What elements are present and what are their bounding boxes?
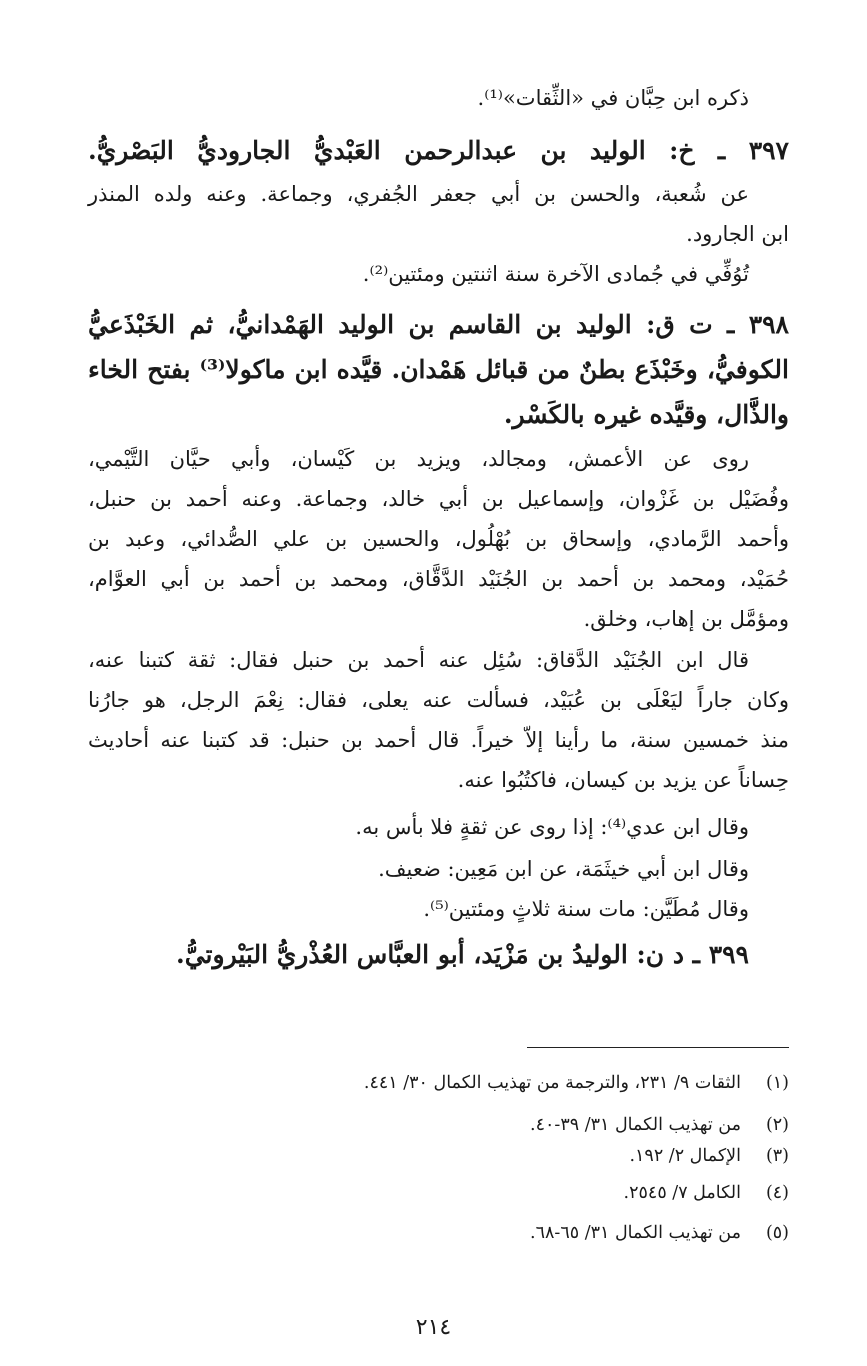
text-line: وأحمد الرَّمادي، وإسحاق بن بُهْلُول، والحسين بن علي الصُّدائي، وعبد بن xyxy=(88,527,789,551)
footnote-text: الثقات ٩/ ٢٣١، والترجمة من تهذيب الكمال ٣٠/ ٤٤١. xyxy=(363,1073,741,1093)
text-line: روى عن الأعمش، ومجالد، ويزيد بن كَيْسان، وأبي حيَّان التَّيْمي، xyxy=(88,447,749,471)
text-line: عن شُعبة، والحسن بن أبي جعفر الجُفري، وجماعة. وعنه ولده المنذر xyxy=(88,182,749,206)
text-line: منذ خمسين سنة، ما رأينا إلاّ خيراً. قال أحمد بن حنبل: قد كتبنا عنه أحاديث xyxy=(88,728,789,752)
footnote-divider xyxy=(527,1047,789,1048)
footnote-number: (٢) xyxy=(765,1115,789,1135)
text-line: حِساناً عن يزيد بن كيسان، فاكتُبُوا عنه. xyxy=(457,768,789,792)
text-line: ابن الجارود. xyxy=(686,222,789,246)
text-line: تُوُفِّي في جُمادى الآخرة سنة اثنتين ومئتين⁽²⁾. xyxy=(362,262,749,286)
footnote-text: من تهذيب الكمال ٣١/ ٣٩-٤٠. xyxy=(530,1115,741,1135)
text-line: قال ابن الجُنَيْد الدَّقاق: سُئِل عنه أحمد بن حنبل فقال: ثقة كتبنا عنه، xyxy=(88,648,749,672)
text-line: وقال مُطَيَّن: مات سنة ثلاثٍ ومئتين⁽⁵⁾. xyxy=(423,897,749,921)
footnote-number: (٥) xyxy=(765,1223,789,1243)
entry-heading-398-cont: والذَّال، وقيَّده غيره بالكَسْر. xyxy=(503,400,789,429)
page-number: ٢١٤ xyxy=(415,1315,452,1340)
entry-heading-399: ٣٩٩ ـ د ن: الوليدُ بن مَزْيَد، أبو العبَّاس العُذْريُّ البَيْروتيُّ. xyxy=(176,940,749,969)
text-line: وفُضَيْل بن غَزْوان، وإسماعيل بن أبي خالد، وجماعة. وعنه أحمد بن حنبل، xyxy=(88,487,789,511)
entry-heading-397: ٣٩٧ ـ خ: الوليد بن عبدالرحمن العَبْديُّ الجاروديُّ البَصْريُّ. xyxy=(88,136,789,165)
text-line: حُمَيْد، ومحمد بن أحمد بن الجُنَيْد الدَّقَّاق، ومحمد بن أحمد بن أبي العوَّام، xyxy=(88,567,789,591)
footnote-number: (١) xyxy=(765,1073,789,1093)
footnote-2 xyxy=(530,1115,789,1135)
text-line: وقال ابن أبي خيثَمَة، عن ابن مَعِين: ضعيف. xyxy=(378,857,749,881)
text-line: ومؤمَّل بن إهاب، وخلق. xyxy=(583,607,789,631)
footnote-text: من تهذيب الكمال ٣١/ ٦٥-٦٨. xyxy=(530,1223,741,1243)
footnote-text: الإكمال ٢/ ١٩٢. xyxy=(629,1146,741,1166)
footnote-1 xyxy=(364,1073,789,1093)
footnote-number: (٤) xyxy=(765,1183,789,1203)
footnote-3 xyxy=(629,1146,789,1166)
text-line: ذكره ابن حِبَّان في «الثِّقات»⁽¹⁾. xyxy=(477,86,749,110)
footnote-text: الكامل ٧/ ٢٥٤٥. xyxy=(623,1183,741,1203)
footnote-4 xyxy=(624,1183,789,1203)
entry-heading-398-cont: الكوفيُّ، وخَبْذَع بطنٌ من قبائل هَمْدان. قيَّده ابن ماكولا⁽³⁾ بفتح الخاء xyxy=(88,355,789,384)
text-line: وقال ابن عدي⁽⁴⁾: إذا روى عن ثقةٍ فلا بأس به. xyxy=(355,815,749,839)
footnote-5 xyxy=(530,1223,789,1243)
entry-heading-398: ٣٩٨ ـ ت ق: الوليد بن القاسم بن الوليد الهَمْدانيُّ، ثم الخَبْذَعيُّ xyxy=(88,310,789,339)
footnote-number: (٣) xyxy=(765,1146,789,1166)
text-line: وكان جاراً ليَعْلَى بن عُبَيْد، فسألت عنه يعلى، فقال: نِعْمَ الرجل، هو جارُنا xyxy=(88,688,789,712)
